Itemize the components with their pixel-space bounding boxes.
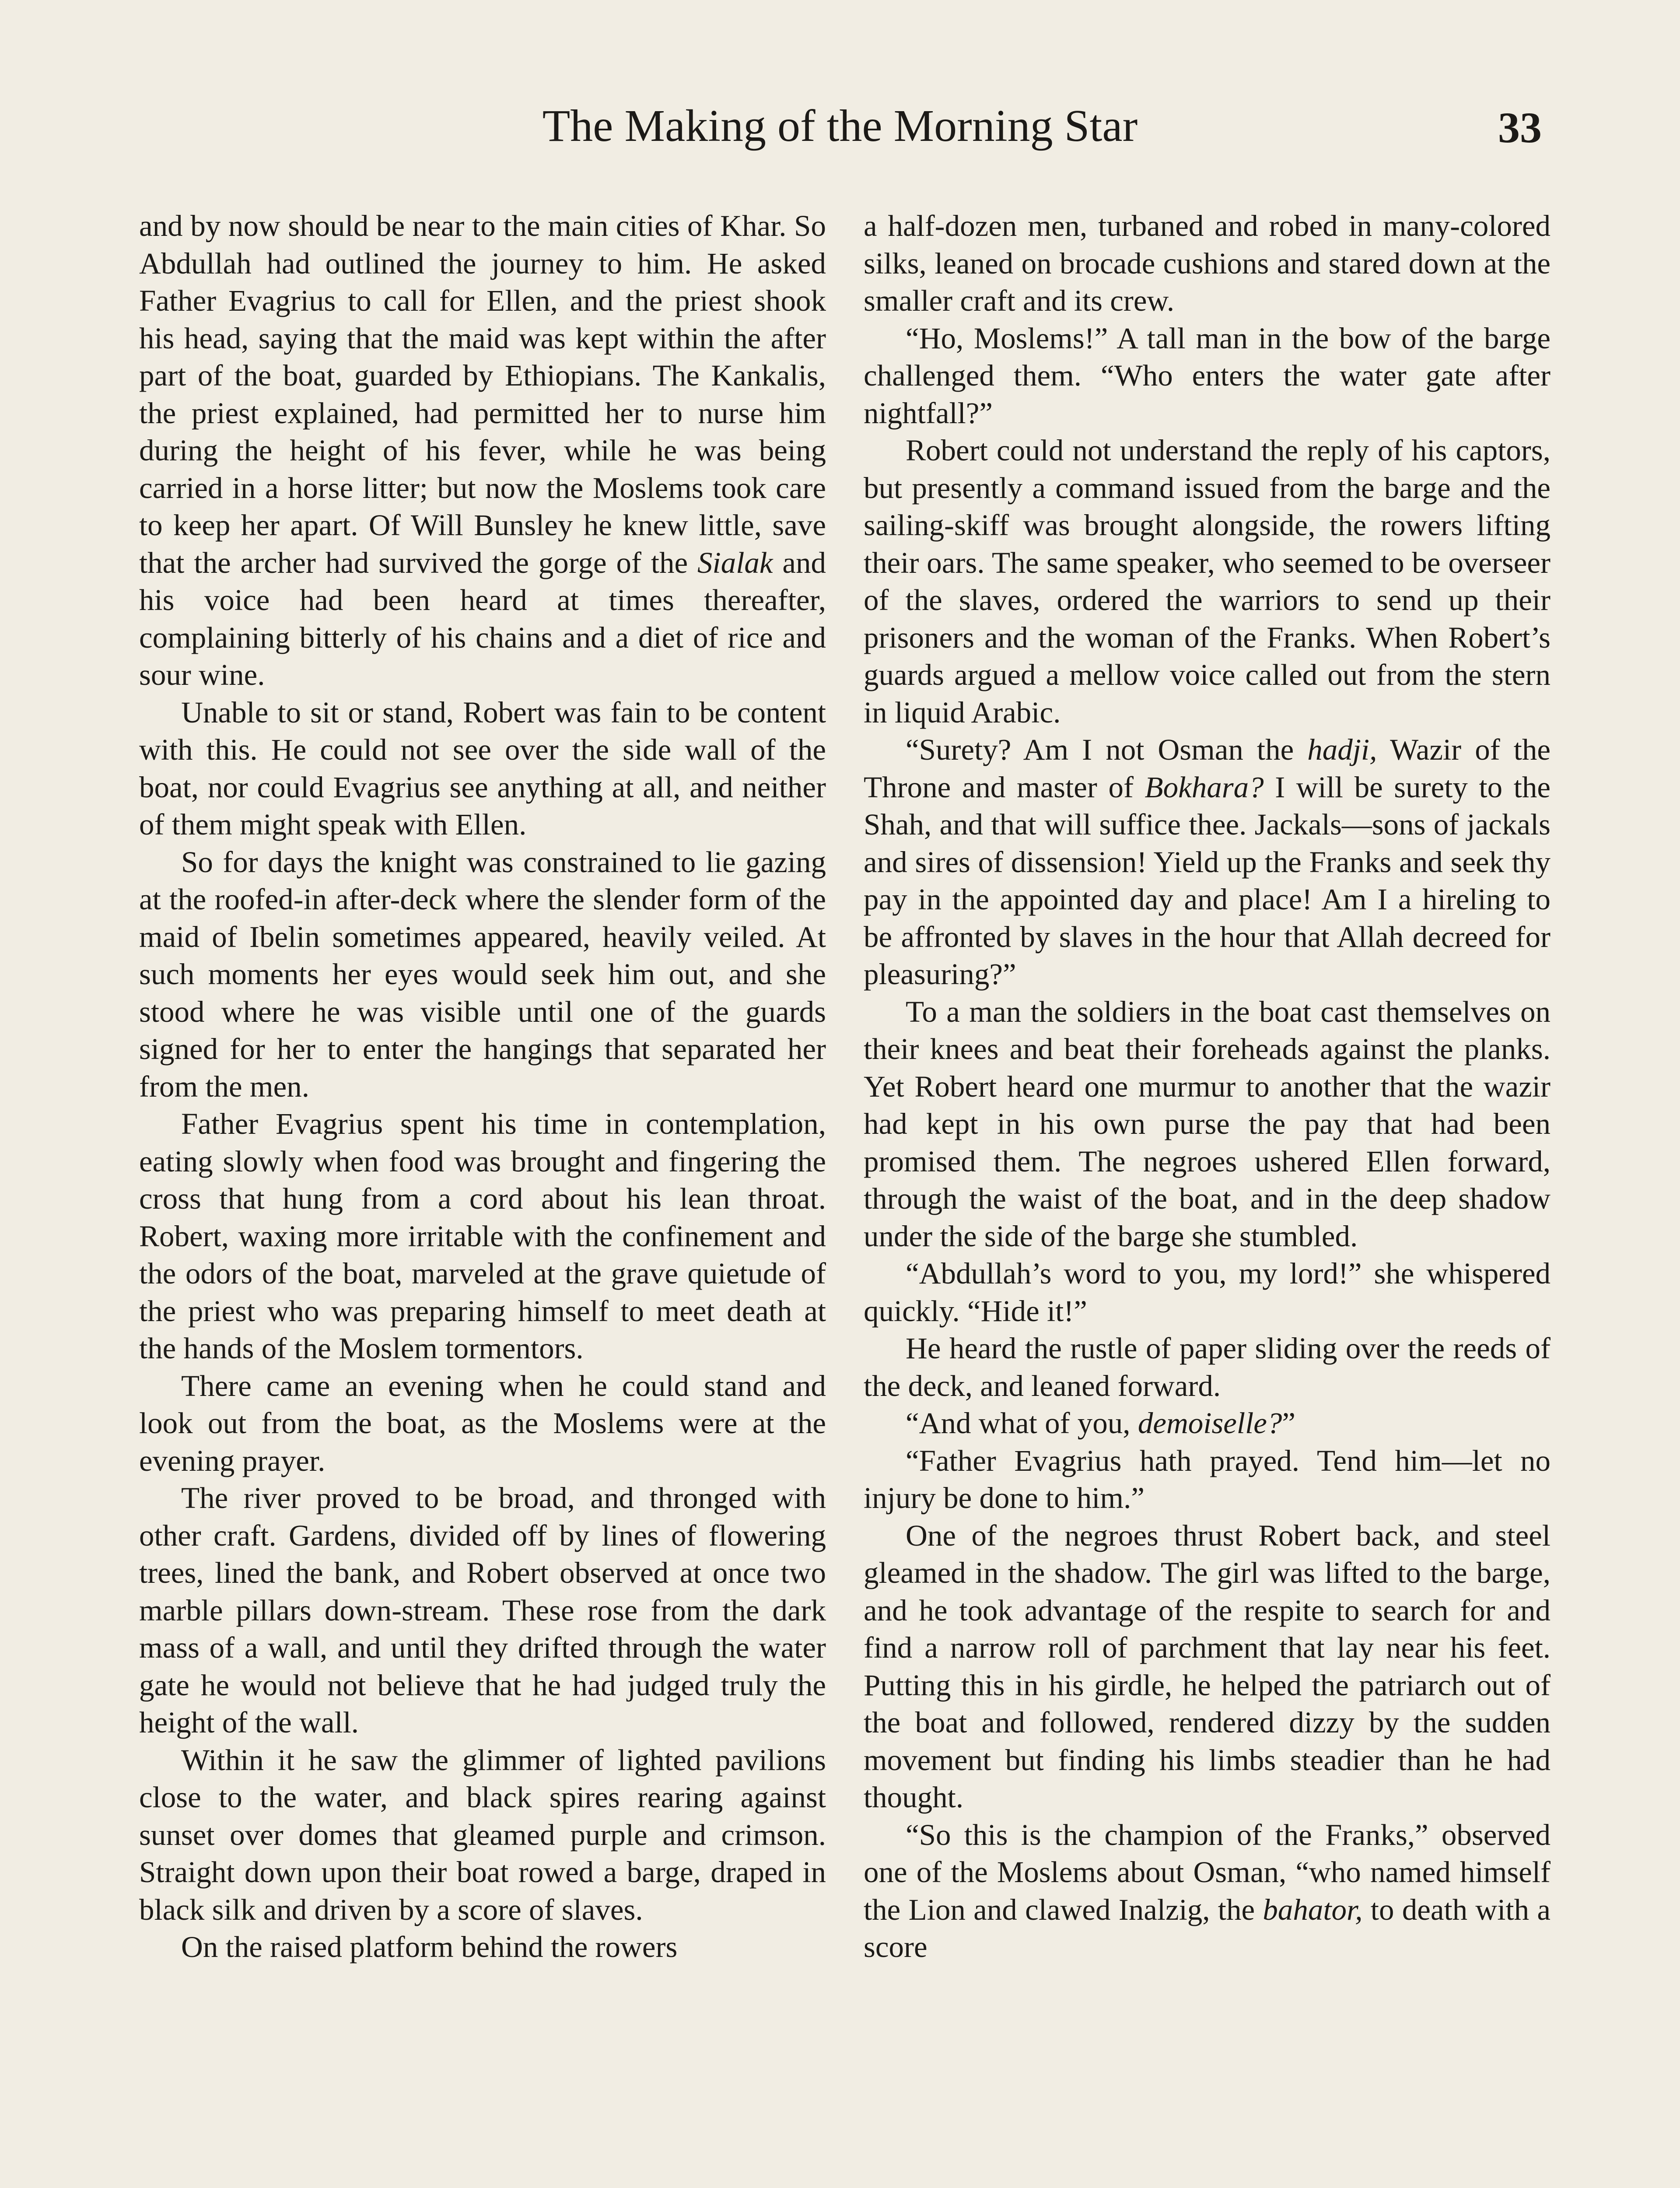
running-header-title: The Making of the Morning Star (542, 101, 1138, 151)
paragraph: “Ho, Moslems!” A tall man in the bow of the barge challenged them. “Who enters the water gate after nightfall?” (864, 321, 1550, 430)
paragraph: The river proved to be broad, and thronged with other craft. Gardens, divided off by lines of flowering trees, lined the bank, and Robert observed at once two marble pillars down-stream. These rose from the dark mass of a wall, and until they drifted through the water gate he would not believe that he had judged truly the height of the wall. (139, 1481, 826, 1739)
paragraph: “Surety? Am I not Osman the hadji, Wazir of the Throne and master of Bokhara? I will be surety to the Shah, and that will suffice thee. Jackals—sons of jackals and sires of dissension! Yield up the Franks and seek thy pay in the appointed day and place! Am I a hireling to be affronted by slaves in the hour that Allah decreed for pleasuring?” (864, 733, 1550, 991)
paragraph: So for days the knight was constrained to lie gazing at the roofed-in after-deck where the slender form of the maid of Ibelin sometimes appeared, heavily veiled. At such moments her eyes would seek him out, and she stood where he was visible until one of the guards signed for her to enter the hangings that separated her from the men. (139, 845, 826, 1103)
paragraph: Within it he saw the glimmer of lighted pavilions close to the water, and black spires rearing against sunset over domes that gleamed purple and crimson. Straight down upon their boat rowed a barge, draped in black silk and driven by a score of slaves. (139, 1743, 826, 1926)
paragraph: Unable to sit or stand, Robert was fain to be content with this. He could not see over the side wall of the boat, nor could Evagrius see anything at all, and neither of them might speak with Ellen. (139, 695, 826, 841)
paragraph: “And what of you, demoiselle?” (906, 1406, 1296, 1440)
left-text-column (139, 207, 826, 2188)
paragraph: “So this is the champion of the Franks,” observed one of the Moslems about Osman, “who named himself the Lion and clawed Inalzig, the bahator, to death with a score (864, 1818, 1550, 1964)
paragraph: and by now should be near to the main cities of Khar. So Abdullah had outlined the journey to him. He asked Father Evagrius to call for Ellen, and the priest shook his head, saying that the maid was kept within the after part of the boat, guarded by Ethiopians. The Kankalis, the priest explained, had permitted her to nurse him during the height of his fever, while he was being carried in a horse litter; but now the Moslems took care to keep her apart. Of Will Bunsley he knew little, save that the archer had survived the gorge of the Sialak and his voice had been heard at times thereafter, complaining bitterly of his chains and a diet of rice and sour wine. (139, 209, 826, 691)
paragraph: “Abdullah’s word to you, my lord!” she whispered quickly. “Hide it!” (864, 1257, 1550, 1328)
paragraph: Robert could not understand the reply of his captors, but presently a command issued from the barge and the sailing-skiff was brought alongside, the rowers lifting their oars. The same speaker, who seemed to be overseer of the slaves, ordered the warriors to send up their prisoners and the woman of the Franks. When Robert’s guards argued a mellow voice called out from the stern in liquid Arabic. (864, 434, 1550, 729)
page-number: 33 (1498, 103, 1542, 152)
paragraph: On the raised platform behind the rowers (181, 1930, 678, 1964)
paragraph: “Father Evagrius hath prayed. Tend him—let no injury be done to him.” (864, 1444, 1550, 1515)
paragraph: a half-dozen men, turbaned and robed in many-colored silks, leaned on brocade cushions and stared down at the smaller craft and its crew. (864, 209, 1550, 317)
paragraph: One of the negroes thrust Robert back, and steel gleamed in the shadow. The girl was lifted to the barge, and he took advantage of the respite to search for and find a narrow roll of parchment that lay near his feet. Putting this in his girdle, he helped the patriarch out of the boat and followed, rendered dizzy by the sudden movement but finding his limbs steadier than he had thought. (864, 1518, 1550, 1814)
right-text-column (864, 207, 1550, 2188)
paragraph: He heard the rustle of paper sliding over the reeds of the deck, and leaned forward. (864, 1332, 1550, 1403)
paragraph: There came an evening when he could stand and look out from the boat, as the Moslems were at the evening prayer. (139, 1369, 826, 1477)
paragraph: Father Evagrius spent his time in contemplation, eating slowly when food was brought and fingering the cross that hung from a cord about his lean throat. Robert, waxing more irritable with the confinement and the odors of the boat, marveled at the grave quietude of the priest who was preparing himself to meet death at the hands of the Moslem tormentors. (139, 1107, 826, 1365)
paragraph: To a man the soldiers in the boat cast themselves on their knees and beat their foreheads against the planks. Yet Robert heard one murmur to another that the wazir had kept in his own purse the pay that had been promised them. The negroes ushered Ellen forward, through the waist of the boat, and in the deep shadow under the side of the barge she stumbled. (864, 995, 1550, 1253)
